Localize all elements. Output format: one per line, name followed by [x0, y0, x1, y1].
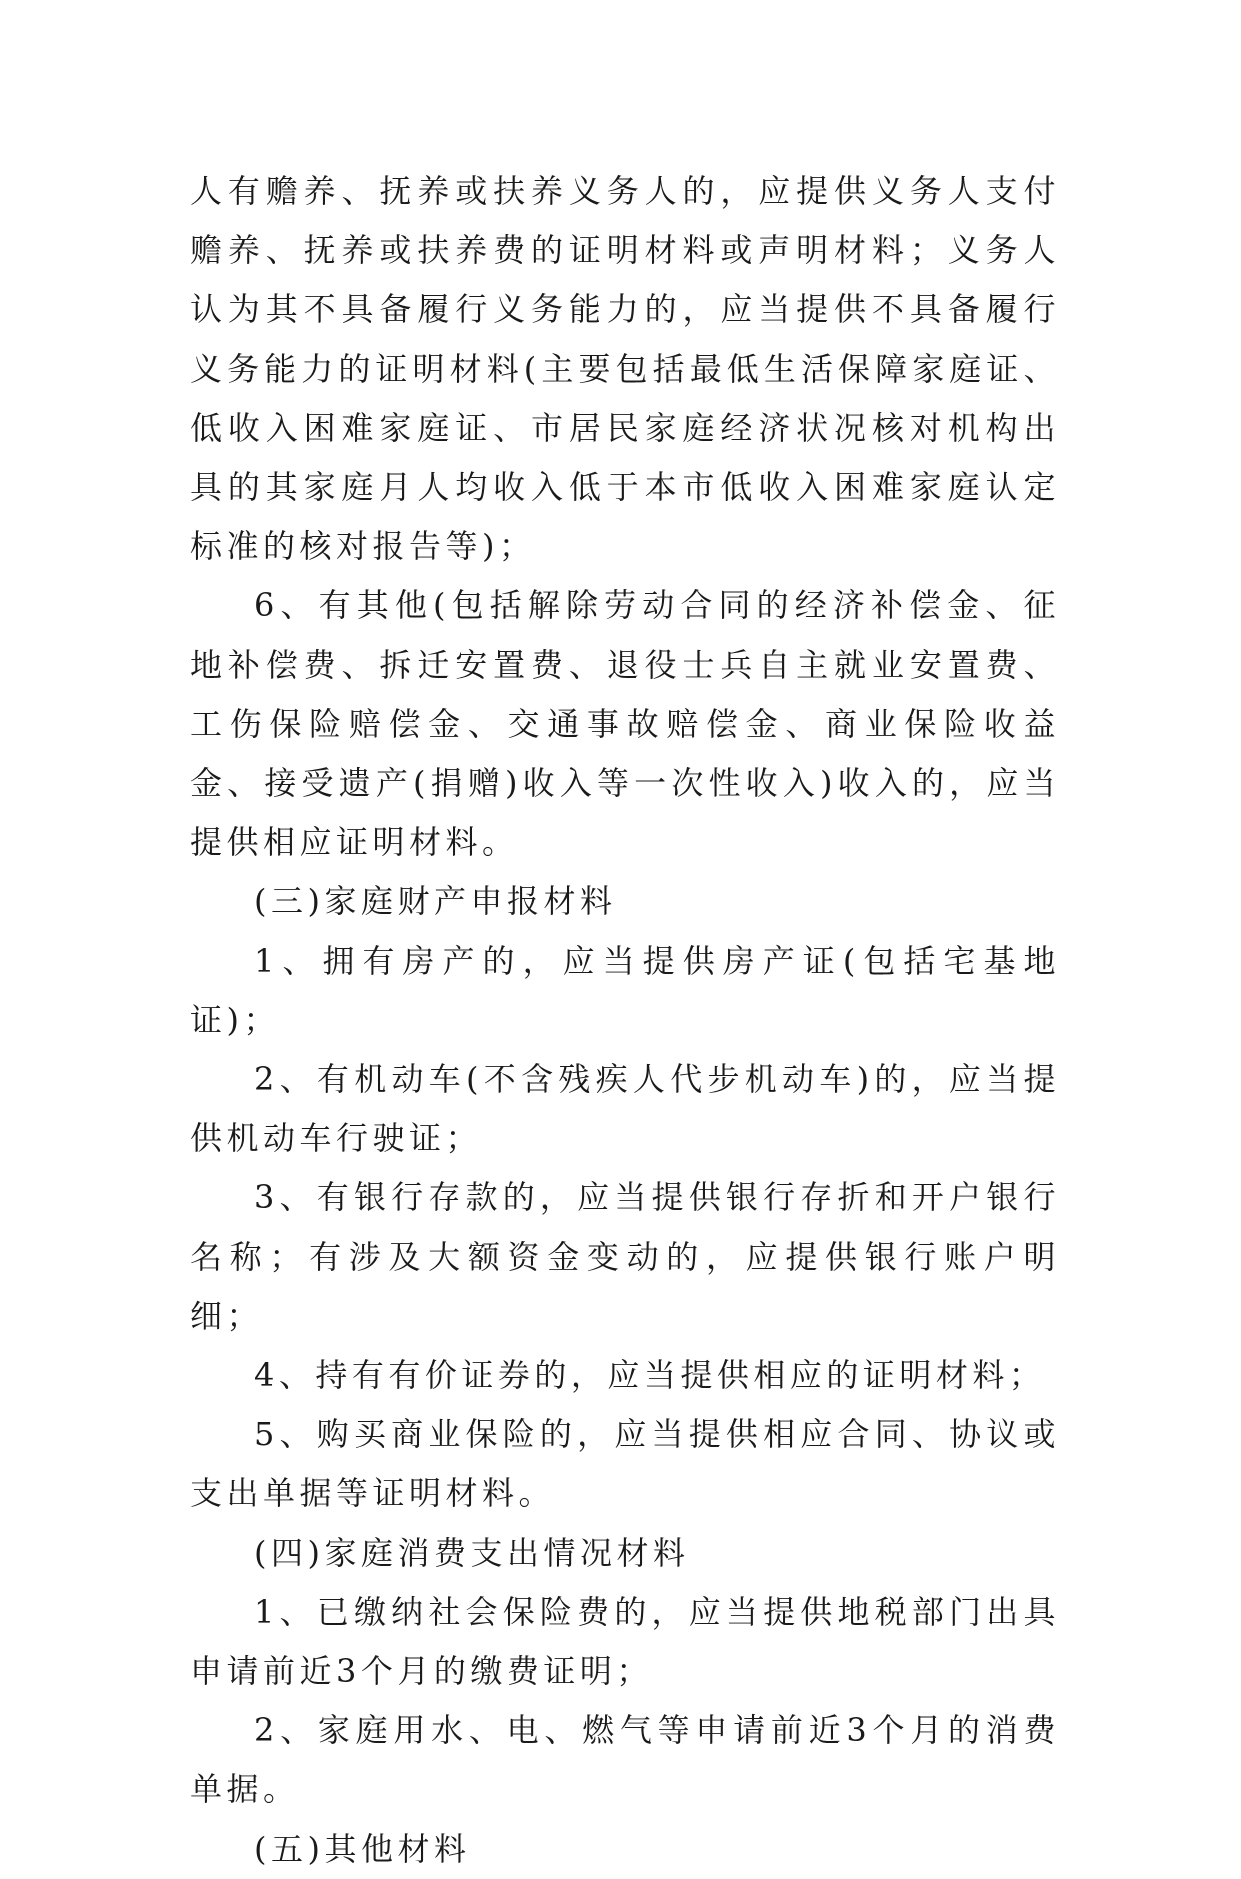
paragraph-property-item-5-insurance: 5、购买商业保险的，应当提供相应合同、协议或支出单据等证明材料。 — [190, 1415, 1060, 1513]
section-heading-family-property: (三)家庭财产申报材料 — [254, 882, 617, 921]
section-heading-other-materials: (五)其他材料 — [254, 1829, 471, 1868]
paragraph-property-item-1-real-estate: 1、拥有房产的，应当提供房产证(包括宅基地证)； — [190, 941, 1060, 1039]
paragraph-property-item-4-securities: 4、持有有价证券的，应当提供相应的证明材料； — [254, 1356, 1046, 1395]
document-body — [190, 162, 1060, 1879]
paragraph-expense-item-1-social-insurance: 1、已缴纳社会保险费的，应当提供地税部门出具申请前近3个月的缴费证明； — [190, 1592, 1060, 1691]
paragraph-item-6-other-income: 6、有其他(包括解除劳动合同的经济补偿金、征地补偿费、拆迁安置费、退役士兵自主就业安置费、工伤保险赔偿金、交通事故赔偿金、商业保险收益金、接受遗产(捐赠)收入等一次性收入)收入的，应当提供相应证明材料。 — [190, 586, 1060, 862]
paragraph-expense-item-2-utilities: 2、家庭用水、电、燃气等申请前近3个月的消费单据。 — [190, 1711, 1060, 1809]
paragraph-property-item-3-bank-deposit: 3、有银行存款的，应当提供银行存折和开户银行名称；有涉及大额资金变动的，应提供银行账户明细； — [190, 1178, 1060, 1335]
section-heading-consumption-expenses: (四)家庭消费支出情况材料 — [254, 1533, 690, 1572]
paragraph-property-item-2-vehicle: 2、有机动车(不含残疾人代步机动车)的，应当提供机动车行驶证； — [190, 1060, 1060, 1158]
paragraph-continuation-support-obligation: 人有赡养、抚养或扶养义务人的，应提供义务人支付赡养、抚养或扶养费的证明材料或声明材料；义务人认为其不具备履行义务能力的，应当提供不具备履行义务能力的证明材料(主要包括最低生活保障家庭证、低收入困难家庭证、市居民家庭经济状况核对机构出具的其家庭月人均收入低于本市低收入困难家庭认定标准的核对报告等)； — [190, 172, 1060, 566]
